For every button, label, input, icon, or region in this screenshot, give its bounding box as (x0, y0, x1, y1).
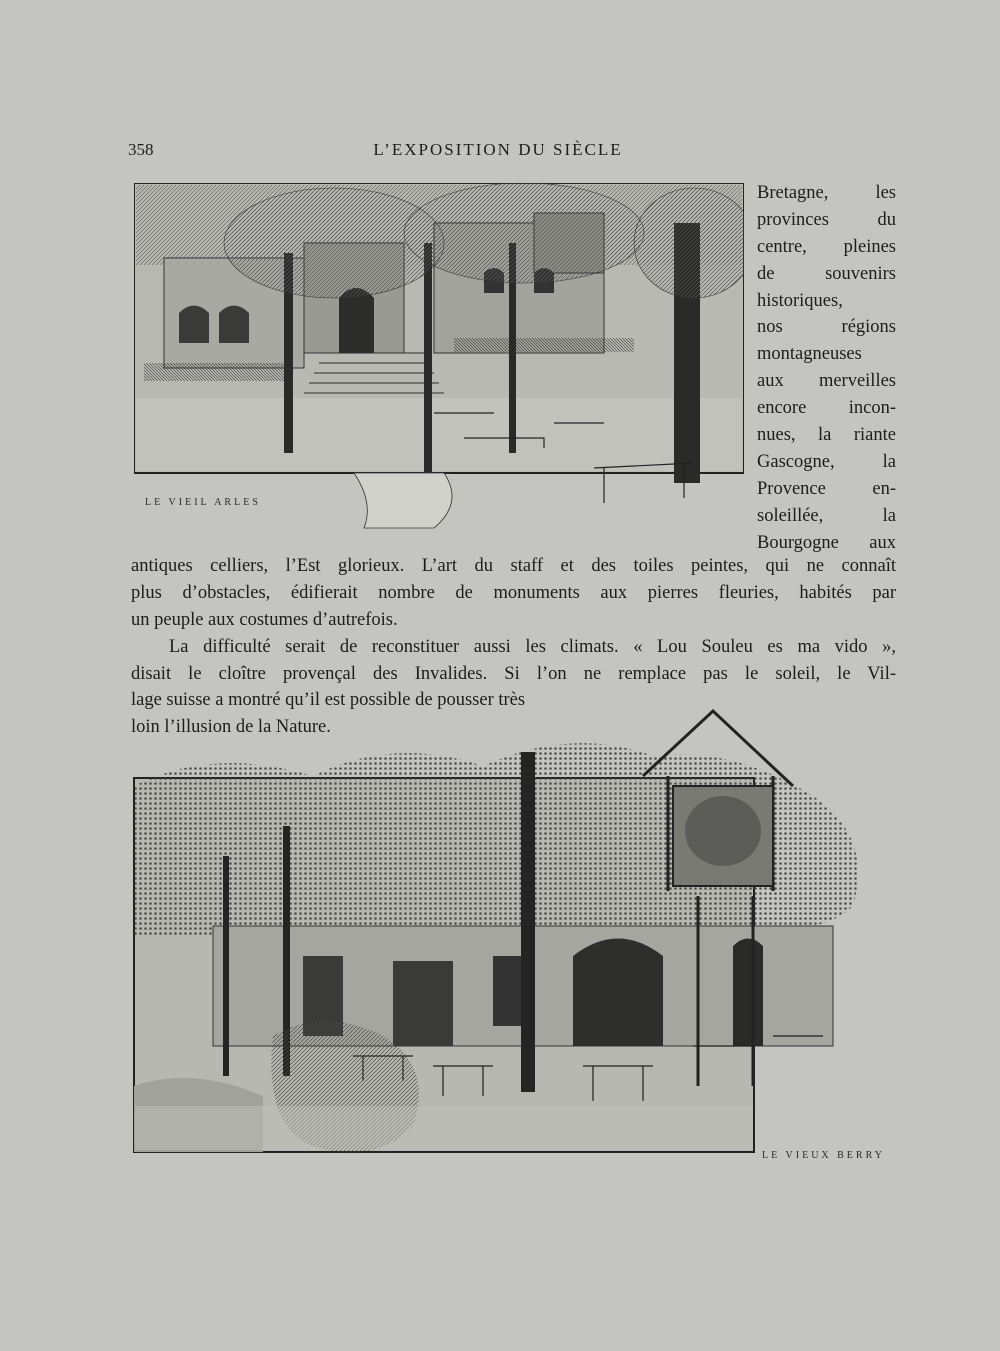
text-line: Bourgogne aux (757, 532, 896, 553)
text-line: un peuple aux costumes d’autrefois. (131, 609, 398, 630)
text-line: provinces du (757, 209, 896, 230)
text-line: nos régions (757, 317, 896, 338)
paragraph-start: La difficulté serait de reconstituer aussi les climats. « Lou Souleu es ma vido », (169, 636, 896, 657)
text-line: Gascogne, la (757, 451, 896, 472)
caption-vieil-arles: LE VIEIL ARLES (145, 497, 261, 508)
text-line: nues, la riante (757, 425, 896, 446)
text-line: soleillée, la (757, 505, 896, 526)
text-line: Bretagne, les (757, 183, 896, 203)
text-line: lage suisse a montré qu’il est possible de pousser très (131, 690, 526, 711)
text-line: de souvenirs (757, 263, 896, 284)
illustration-vieux-berry (133, 706, 903, 1206)
text-line: plus d’obstacles, édifierait nombre de monuments aux pierres fleuries, habités par (131, 582, 896, 603)
text-line: aux merveilles (757, 371, 896, 392)
text-line: historiques, (757, 290, 843, 311)
text-line: centre, pleines (757, 236, 896, 257)
running-title: L’EXPOSITION DU SIÈCLE (373, 140, 623, 159)
text-line: loin l’illusion de la Nature. (131, 717, 331, 738)
side-column-text (757, 180, 896, 556)
text-line: montagneuses (757, 344, 862, 365)
text-line: Provence en- (757, 478, 896, 499)
text-line: encore incon- (757, 398, 896, 419)
page-number: 358 (128, 140, 154, 159)
text-line: disait le cloître provençal des Invalides. Si l’on ne remplace pas le soleil, le Vil- (131, 663, 896, 684)
caption-vieux-berry: LE VIEUX BERRY (762, 1150, 885, 1161)
text-line: antiques celliers, l’Est glorieux. L’art du staff et des toiles peintes, qui ne connaît (131, 556, 896, 576)
running-head (128, 140, 898, 168)
